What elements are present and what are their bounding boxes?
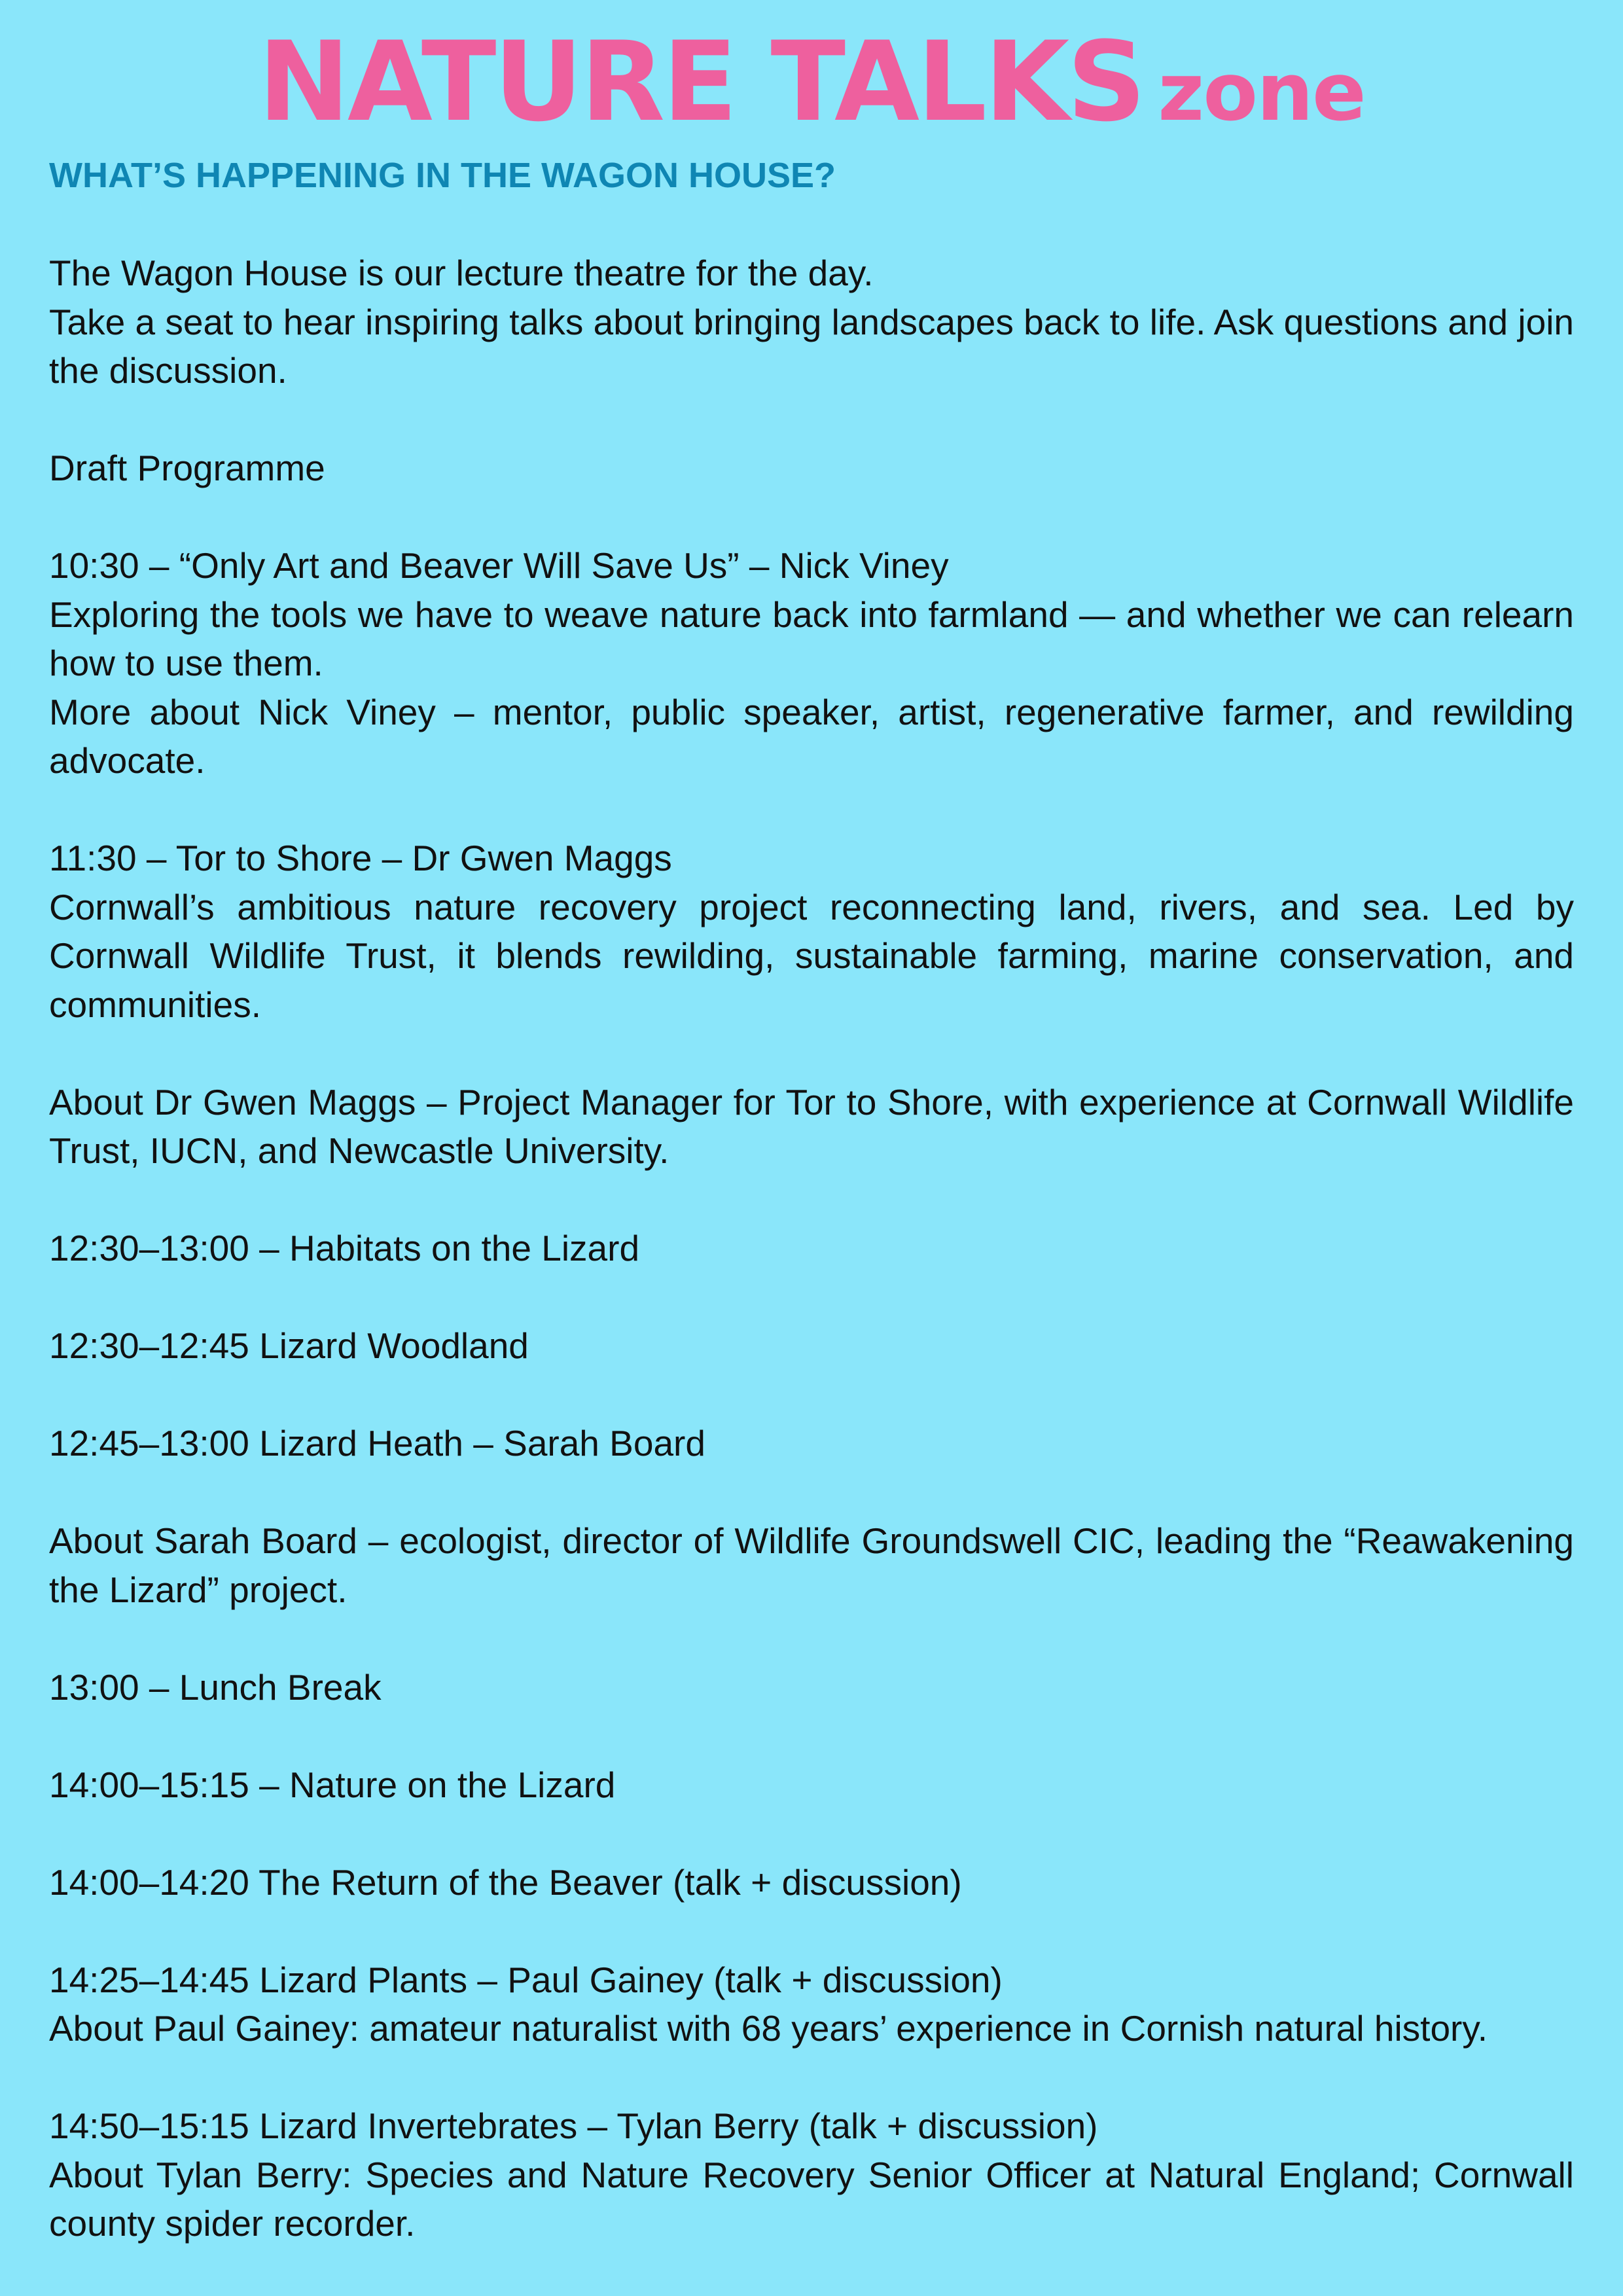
spacer [49, 1371, 1574, 1420]
talk1-about: More about Nick Viney – mentor, public speaker, artist, regenerative farmer, and rewilding advocate. [49, 691, 1574, 781]
spacer [49, 1273, 1574, 1322]
intro-line-2: Take a seat to hear inspiring talks about bringing landscapes back to life. Ask questions and join the discussion. [49, 301, 1574, 391]
talk1-heading: 10:30 – “Only Art and Beaver Will Save Us” – Nick Viney [49, 545, 949, 586]
session2-item-3: 14:50–15:15 Lizard Invertebrates – Tylan Berry (talk + discussion) [49, 2106, 1098, 2146]
talk1-description: Exploring the tools we have to weave nature back into farmland — and whether we can relearn how to use them. [49, 594, 1574, 683]
session1-item-2: 12:45–13:00 Lizard Heath – Sarah Board [49, 1423, 705, 1463]
session2-item-2-about: About Paul Gainey: amateur naturalist with 68 years’ experience in Cornish natural history. [49, 2008, 1488, 2049]
session1-heading: 12:30–13:00 – Habitats on the Lizard [49, 1228, 640, 1268]
title-main: NATURE TALKS [258, 18, 1144, 147]
talk2-heading: 11:30 – Tor to Shore – Dr Gwen Maggs [49, 838, 672, 878]
title-sub: zone [1158, 46, 1365, 139]
session1-item-1: 12:30–12:45 Lizard Woodland [49, 1325, 529, 1366]
spacer [49, 2053, 1574, 2102]
session1-about: About Sarah Board – ecologist, director of Wildlife Groundswell CIC, leading the “Reawakening the Lizard” project. [49, 1520, 1574, 1610]
spacer [49, 1468, 1574, 1517]
session2-heading: 14:00–15:15 – Nature on the Lizard [49, 1764, 616, 1805]
talk2-about: About Dr Gwen Maggs – Project Manager for Tor to Shore, with experience at Cornwall Wildlife Trust, IUCN, and Newcastle University. [49, 1081, 1574, 1171]
spacer [49, 493, 1574, 542]
session2-item-2: 14:25–14:45 Lizard Plants – Paul Gainey (talk + discussion) [49, 1959, 1003, 2000]
session2-item-1: 14:00–14:20 The Return of the Beaver (talk + discussion) [49, 1861, 962, 1903]
intro-line-1: The Wagon House is our lecture theatre for the day. [49, 253, 874, 293]
spacer [49, 1614, 1574, 1663]
poster-title [0, 18, 1623, 147]
programme-heading: Draft Programme [49, 448, 325, 488]
session2-item-3-about: About Tylan Berry: Species and Nature Recovery Senior Officer at Natural England; Cornwall county spider recorder. [49, 2154, 1574, 2244]
spacer [49, 785, 1574, 834]
spacer [49, 1907, 1574, 1956]
spacer [49, 1712, 1574, 1761]
talk2-description: Cornwall’s ambitious nature recovery project reconnecting land, rivers, and sea. Led by Cornwall Wildlife Trust, it blends rewilding, sustainable farming, marine conservation, and communities. [49, 886, 1574, 1025]
lunch-break: 13:00 – Lunch Break [49, 1666, 382, 1708]
section-subheading: WHAT’S HAPPENING IN THE WAGON HOUSE? [49, 156, 836, 195]
spacer [49, 1809, 1574, 1858]
spacer [49, 1175, 1574, 1225]
spacer [49, 1029, 1574, 1078]
programme-content [49, 249, 1574, 2248]
spacer [49, 395, 1574, 444]
